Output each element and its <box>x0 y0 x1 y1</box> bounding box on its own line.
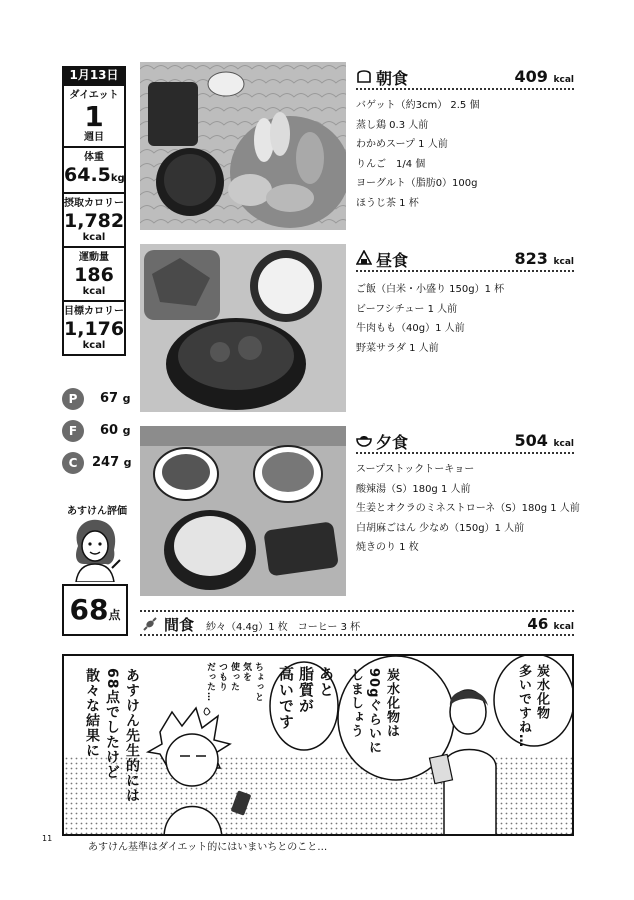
target-label: 目標カロリー <box>64 306 124 317</box>
snack-row <box>140 610 574 636</box>
list-item: わかめスープ 1 人前 <box>356 139 448 150</box>
list-item: スープストックトーキョー <box>356 464 475 475</box>
score-value: 68 <box>69 593 109 626</box>
lunch-photo <box>140 244 346 412</box>
lunch-kcal-unit: kcal <box>553 257 574 267</box>
score-unit: 点 <box>108 608 121 622</box>
lunch-items <box>356 280 576 358</box>
breakfast-header <box>356 64 574 90</box>
evaluation-label: あすけん評価 <box>67 506 127 517</box>
list-item: 酸辣湯（S）180g 1 人前 <box>356 483 471 495</box>
list-item: ほうじ茶 1 杯 <box>356 197 419 209</box>
protein-icon: P <box>62 388 84 410</box>
list-item: 焼きのり 1 枚 <box>356 542 419 553</box>
aside-text: ちょっと 気を 使った つもり だった… <box>205 662 263 702</box>
dinner-items <box>356 460 580 558</box>
dinner-kcal: 504 <box>514 431 548 450</box>
intake-label: 摂取カロリー <box>64 198 124 209</box>
target-unit: kcal <box>82 340 106 351</box>
list-item: 蒸し鶏 0.3 人前 <box>356 119 429 131</box>
lunch-title: 昼食 <box>376 251 409 270</box>
narration-text: あすけん先生的には 68点でしたけど 散々な結果に <box>84 668 140 803</box>
list-item: バゲット（約3cm） 2.5 個 <box>356 100 480 111</box>
carb-icon: C <box>62 452 84 474</box>
exercise-stat <box>64 248 124 302</box>
weight-label: 体重 <box>84 152 104 163</box>
bubble-carbs-many: 炭水化物 多いですね… <box>516 664 549 748</box>
score-box <box>62 584 128 636</box>
onigiri-icon <box>356 250 372 266</box>
dinner-header <box>356 428 574 454</box>
snack-kcal-unit: kcal <box>553 622 574 632</box>
bubble-carbs-limit: 炭水化物は 90gぐらいに しましょう <box>348 668 399 755</box>
advisor-avatar <box>64 516 126 582</box>
exercise-unit: kcal <box>82 286 106 297</box>
snack-items: 紗々（4.4g）1 枚 コーヒー 3 杯 <box>206 622 361 633</box>
lunch-header <box>356 246 574 272</box>
page-number: 11 <box>42 834 53 843</box>
intake-stat <box>64 194 124 248</box>
candy-icon <box>142 616 158 632</box>
protein-unit: g <box>122 392 131 405</box>
manga-panel <box>62 654 574 836</box>
exercise-value: 186 <box>74 264 114 286</box>
dinner-photo <box>140 426 346 596</box>
list-item: 白胡麻ごはん 少なめ（150g）1 人前 <box>356 522 525 534</box>
list-item: りんご 1/4 個 <box>356 158 426 170</box>
fat-icon: F <box>62 420 84 442</box>
caption: あすけん基準はダイエット的にはいまいちとのこと… <box>88 842 328 853</box>
breakfast-title: 朝食 <box>376 69 409 88</box>
snack-title: 間食 <box>164 616 195 634</box>
date-label: 1月13日 <box>62 66 126 84</box>
weight-unit: kg <box>110 173 125 184</box>
intake-unit: kcal <box>82 232 106 243</box>
protein-row <box>62 388 134 410</box>
carb-unit: g <box>123 456 132 469</box>
fat-unit: g <box>122 424 131 437</box>
diet-week-number: 1 <box>84 100 104 133</box>
list-item: 野菜サラダ 1 人前 <box>356 342 439 354</box>
list-item: 生姜とオクラのミネストローネ（S）180g 1 人前 <box>356 503 580 514</box>
breakfast-kcal-unit: kcal <box>553 75 574 85</box>
list-item: ヨーグルト（脂肪0）100g <box>356 178 478 189</box>
bread-icon <box>356 68 372 84</box>
target-stat <box>64 302 124 354</box>
diet-week <box>64 86 124 148</box>
exercise-label: 運動量 <box>79 252 109 263</box>
fat-value: 60 <box>100 423 119 438</box>
protein-value: 67 <box>100 391 119 406</box>
bubble-fat-high: あと 脂質が 高いです <box>277 666 335 730</box>
snack-kcal: 46 <box>527 615 549 633</box>
list-item: ビーフシチュー 1 人前 <box>356 303 458 315</box>
lunch-kcal: 823 <box>514 249 548 268</box>
weight-value: 64.5 <box>64 164 111 186</box>
dinner-title: 夕食 <box>376 433 409 452</box>
breakfast-photo <box>140 62 346 230</box>
breakfast-items <box>356 96 576 213</box>
breakfast-kcal: 409 <box>514 67 548 86</box>
rice-bowl-icon <box>356 432 372 448</box>
dinner-kcal-unit: kcal <box>553 439 574 449</box>
carb-row <box>62 452 134 474</box>
weight-stat <box>64 148 124 194</box>
intake-value: 1,782 <box>64 210 125 232</box>
list-item: ご飯（白米・小盛り 150g）1 杯 <box>356 284 505 295</box>
diet-week-label: ダイエット <box>69 90 119 101</box>
carb-value: 247 <box>92 455 120 470</box>
target-value: 1,176 <box>64 318 125 340</box>
fat-row <box>62 420 134 442</box>
diet-week-unit: 週目 <box>84 132 104 143</box>
list-item: 牛肉もも（40g）1 人前 <box>356 323 465 334</box>
stats-panel <box>62 84 126 356</box>
